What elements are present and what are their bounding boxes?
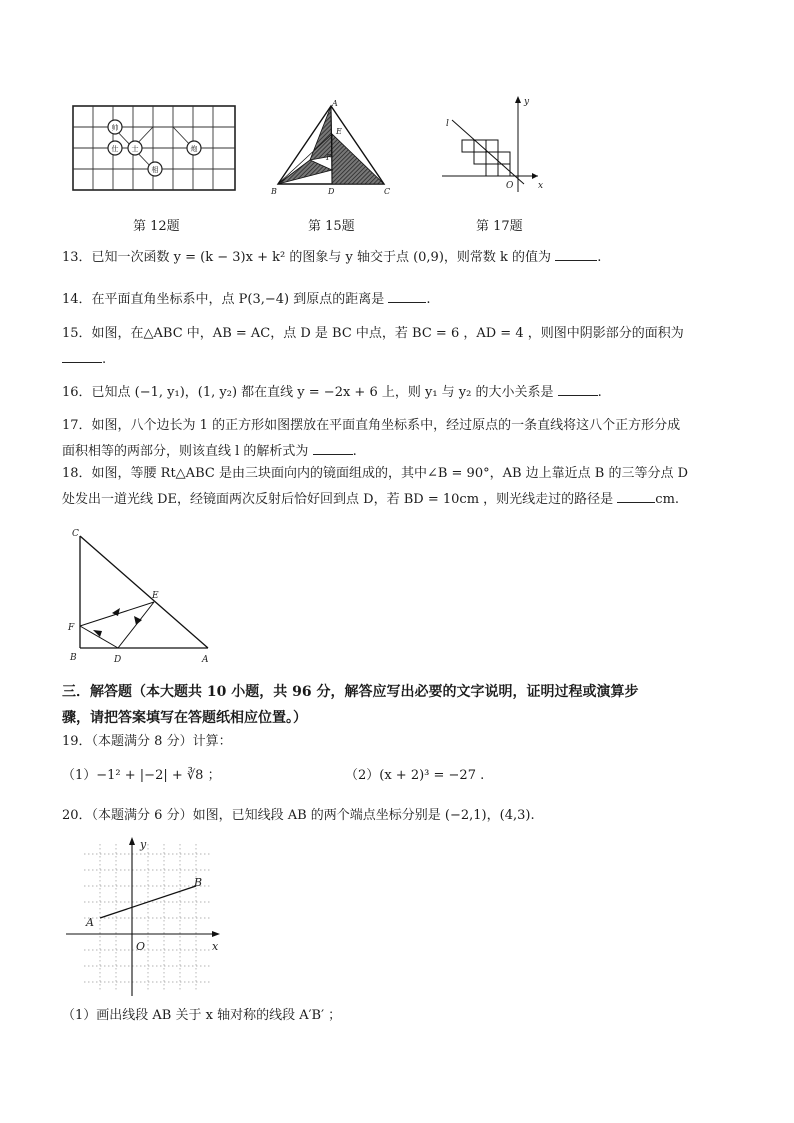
question-19-title: 19．（本题满分 8 分）计算： xyxy=(62,734,232,749)
label-A: A xyxy=(332,100,338,108)
answer-blank[interactable] xyxy=(388,288,426,303)
question-16-text: 16．已知点 (−1, y₁)，(1, y₂) 都在直线 y = −2x + 6 上，则 y₁ 与 y₂ 的大小关系是 xyxy=(62,385,554,400)
question-14-end: . xyxy=(426,292,431,307)
question-13-text: 13．已知一次函数 y = (k − 3)x + k² 的图象与 y 轴交于点 (0,9)，则常数 k 的值为 xyxy=(62,250,552,265)
section-3-heading: 三．解答题（本大题共 10 小题，共 96 分，解答应写出必要的文字说明，证明过程或演算步 xyxy=(62,684,639,700)
question-13 xyxy=(62,246,601,268)
label-y: y xyxy=(140,838,147,851)
label-D: D xyxy=(114,655,122,665)
question-18-end: cm. xyxy=(655,492,680,507)
label-x: x xyxy=(212,940,219,953)
figure-20-coordinate-grid xyxy=(62,834,224,998)
question-16 xyxy=(62,381,602,403)
label-F: F xyxy=(68,623,75,633)
question-17-text2: 面积相等的两部分，则该直线 l 的解析式为 xyxy=(62,444,309,459)
figure-15-caption: 第 15题 xyxy=(308,219,355,234)
answer-blank[interactable] xyxy=(617,488,655,503)
label-y: y xyxy=(524,97,530,107)
question-20-title: 20．（本题满分 6 分）如图，已知线段 AB 的两个端点坐标分别是 (−2,1)，(4,3). xyxy=(62,808,535,823)
question-15-end: . xyxy=(102,352,107,367)
question-20-part1: （1）画出线段 AB 关于 x 轴对称的线段 A′B′ ； xyxy=(62,1008,342,1023)
question-19-part1: （1）−1² + |−2| + ∛8 ； xyxy=(62,768,221,783)
question-18-text: 18．如图，等腰 Rt△ABC 是由三块面向内的镜面组成的，其中∠B = 90°，AB 边上靠近点 B 的三等分点 D xyxy=(62,466,689,481)
label-B: B xyxy=(194,876,203,889)
question-15-line2 xyxy=(62,348,106,370)
label-F: F xyxy=(326,153,332,162)
question-15-text: 15．如图，在△ABC 中，AB = AC，点 D 是 BC 中点，若 BC = 6 ，AD = 4 ，则图中阴影部分的面积为 xyxy=(62,326,684,341)
chess-piece: 炮 xyxy=(190,145,198,153)
question-13-end: . xyxy=(597,250,602,265)
label-l: l xyxy=(446,119,449,129)
figure-17-caption: 第 17题 xyxy=(476,219,523,234)
label-D: D xyxy=(328,187,335,196)
answer-blank[interactable] xyxy=(558,381,598,396)
figure-15-triangle xyxy=(266,100,396,200)
label-A: A xyxy=(86,916,94,929)
label-A: A xyxy=(202,655,209,665)
question-18-text2: 处发出一道光线 DE，经镜面两次反射后恰好回到点 D，若 BD = 10cm ，则光线走过的路径是 xyxy=(62,492,614,507)
chess-piece: 仕 xyxy=(111,145,119,153)
label-O: O xyxy=(506,181,514,191)
label-O: O xyxy=(136,940,146,953)
figure-12-caption: 第 12题 xyxy=(133,219,180,234)
chess-piece: 帅 xyxy=(111,124,119,132)
label-B: B xyxy=(271,187,277,196)
question-17-line2 xyxy=(62,440,357,462)
answer-blank[interactable] xyxy=(62,348,102,363)
figure-17-squares xyxy=(440,92,550,196)
label-x: x xyxy=(538,181,544,191)
label-C: C xyxy=(72,529,79,539)
label-E: E xyxy=(152,591,159,601)
question-17 xyxy=(62,416,680,436)
answer-blank[interactable] xyxy=(555,246,597,261)
label-E: E xyxy=(336,127,342,136)
chess-piece: 相 xyxy=(151,166,159,174)
question-18-line2 xyxy=(62,488,679,510)
figure-12-chessboard xyxy=(72,105,237,193)
section-3-heading-line2: 骤，请把答案填写在答题纸相应位置。） xyxy=(62,710,307,726)
question-15 xyxy=(62,324,684,344)
question-16-end: . xyxy=(597,385,602,400)
label-C: C xyxy=(384,187,391,196)
chess-piece: 士 xyxy=(131,145,139,153)
question-18 xyxy=(62,464,688,484)
label-B: B xyxy=(70,653,77,663)
question-14-text: 14．在平面直角坐标系中，点 P(3,−4) 到原点的距离是 xyxy=(62,292,385,307)
question-17-text: 17．如图，八个边长为 1 的正方形如图摆放在平面直角坐标系中，经过原点的一条直线将这八个正方形分成 xyxy=(62,418,681,433)
question-19-part2: （2）(x + 2)³ = −27 . xyxy=(345,768,485,783)
answer-blank[interactable] xyxy=(313,440,353,455)
figure-18-mirror-triangle xyxy=(62,520,222,670)
question-17-end: . xyxy=(352,444,357,459)
question-14 xyxy=(62,288,431,310)
